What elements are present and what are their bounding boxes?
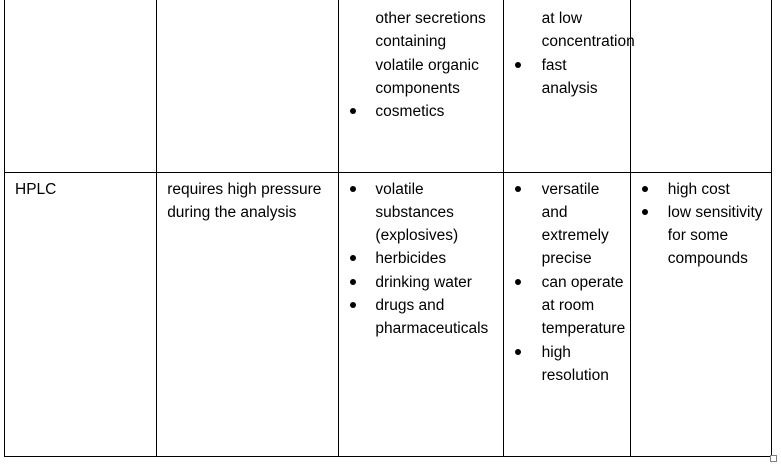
list-item: fast analysis xyxy=(504,54,630,101)
list-item: at low concentration xyxy=(541,10,635,51)
list-item: cosmetics xyxy=(339,100,502,123)
table-resize-handle[interactable] xyxy=(770,455,777,462)
list-item: high cost xyxy=(631,178,771,201)
method-text: HPLC xyxy=(15,180,57,198)
list-item: versatile and extremely precise xyxy=(504,178,630,271)
table-row xyxy=(5,172,772,456)
list-item: high resolution xyxy=(504,341,630,388)
list-item: herbicides xyxy=(339,247,502,270)
disadvantages-cell xyxy=(630,0,771,172)
advantages-cell xyxy=(503,0,635,172)
comparison-table-wrapper xyxy=(4,0,772,456)
table-row xyxy=(5,0,772,172)
applications-cell xyxy=(339,172,503,456)
method-cell xyxy=(5,0,157,172)
list-item: drinking water xyxy=(339,271,502,294)
disadvantages-cell xyxy=(630,172,771,456)
description-cell xyxy=(157,172,339,456)
description-cell xyxy=(157,0,339,172)
list-item: drugs and pharmaceuticals xyxy=(339,294,502,341)
advantages-list xyxy=(504,0,635,100)
list-item: low sensitivity for some compounds xyxy=(631,201,771,271)
description-text xyxy=(157,0,338,7)
advantages-cell xyxy=(503,172,630,456)
description-text: requires high pressure during the analysis xyxy=(167,180,322,221)
disadvantages-list xyxy=(631,173,771,271)
method-text xyxy=(5,0,156,7)
applications-list xyxy=(339,173,502,341)
applications-cell xyxy=(339,0,503,172)
applications-list xyxy=(339,0,502,123)
advantages-list xyxy=(504,173,630,388)
list-item: can operate at room temperature xyxy=(504,271,630,341)
comparison-table xyxy=(4,0,772,457)
list-item: other secretions containing volatile organic components xyxy=(375,10,486,97)
list-item: volatile substances (explosives) xyxy=(339,178,502,248)
method-cell xyxy=(5,172,157,456)
